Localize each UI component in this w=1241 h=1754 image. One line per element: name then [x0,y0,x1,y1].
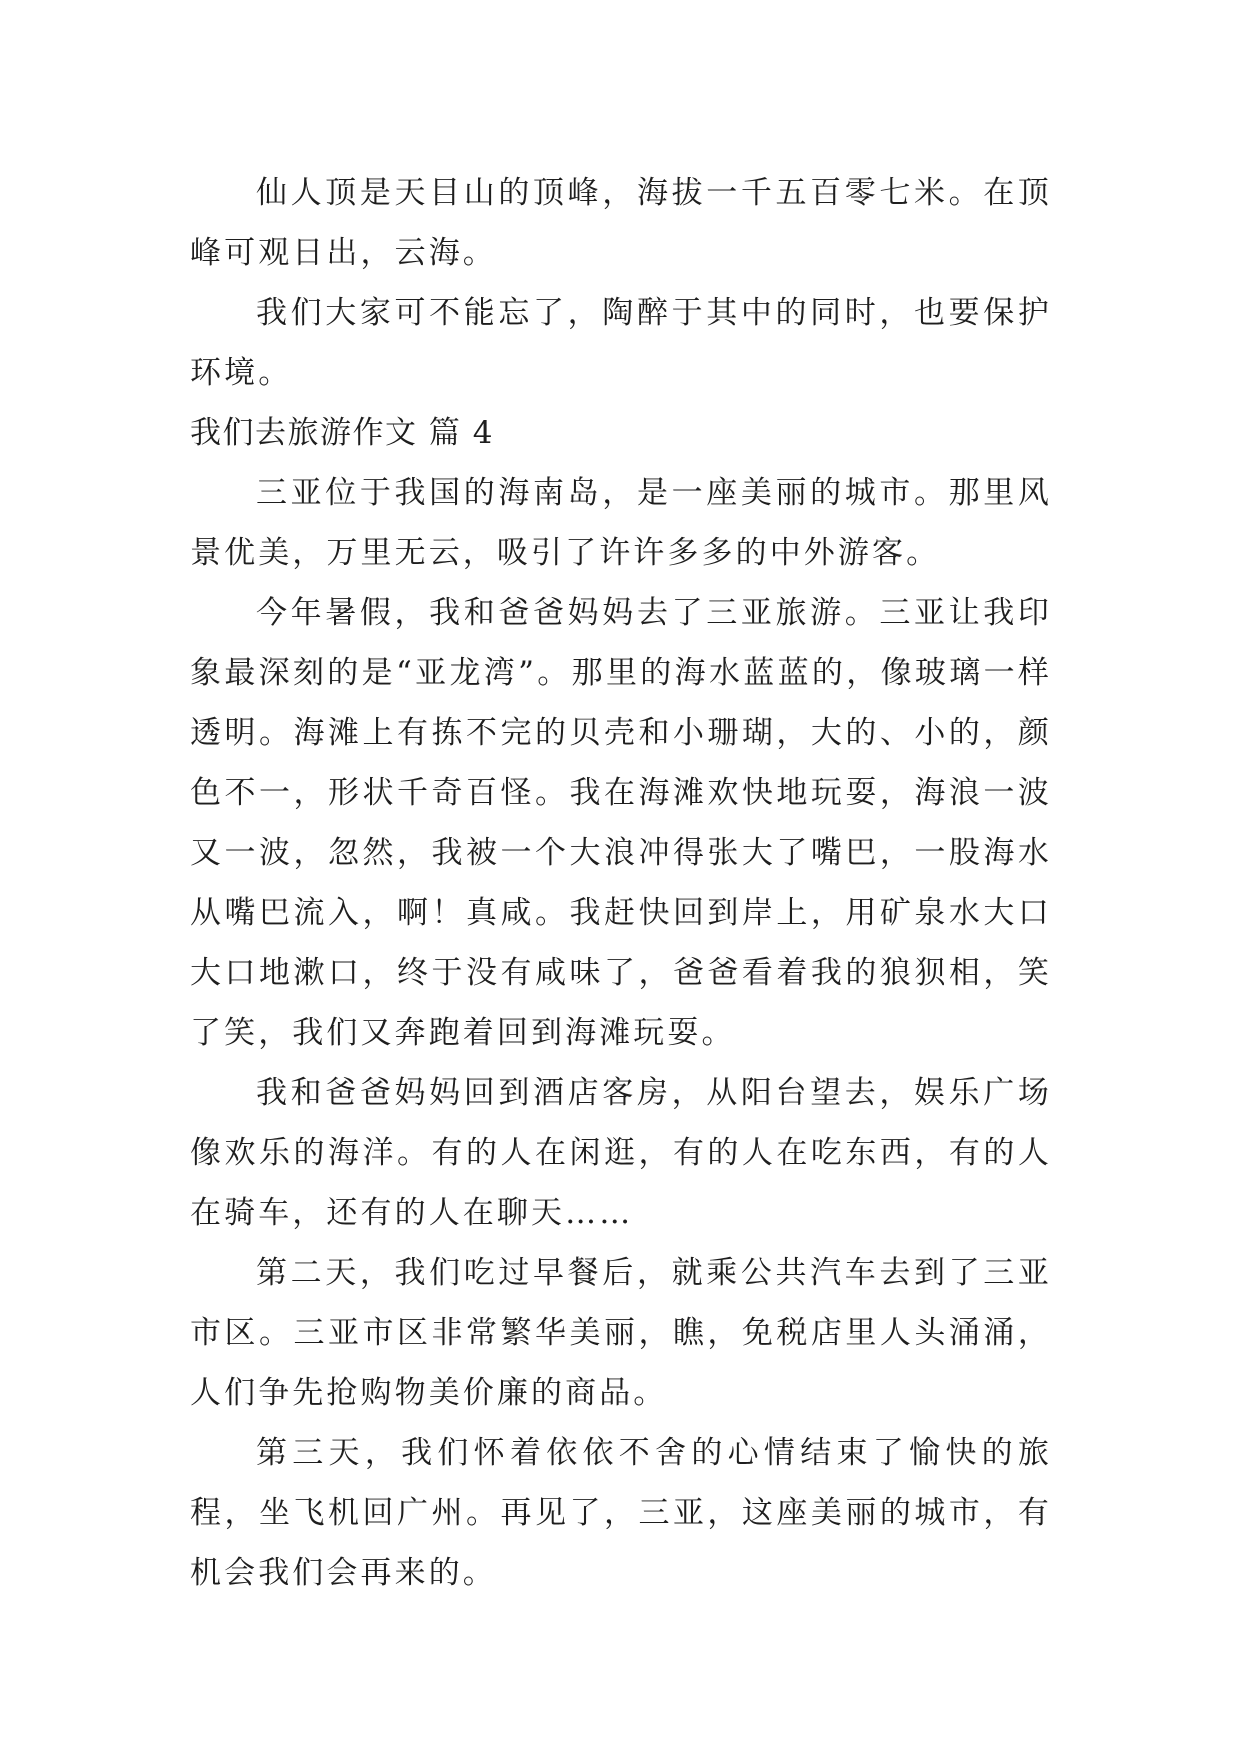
paragraph-day-two: 第二天，我们吃过早餐后，就乘公共汽车去到了三亚市区。三亚市区非常繁华美丽，瞧，免税店里人头涌涌，人们争先抢购物美价廉的商品。 [190,1255,1052,1411]
paragraph-hotel: 我和爸爸妈妈回到酒店客房，从阳台望去，娱乐广场像欢乐的海洋。有的人在闲逛，有的人在吃东西，有的人在骑车，还有的人在聊天…… [190,1075,1052,1231]
paragraph-yalong-bay: 今年暑假，我和爸爸妈妈去了三亚旅游。三亚让我印象最深刻的是“亚龙湾”。那里的海水蓝蓝的，像玻璃一样透明。海滩上有拣不完的贝壳和小珊瑚，大的、小的，颜色不一，形状千奇百怪。我在海滩欢快地玩耍，海浪一波又一波，忽然，我被一个大浪冲得张大了嘴巴，一股海水从嘴巴流入，啊！真咸。我赶快回到岸上，用矿泉水大口大口地漱口，终于没有咸味了，爸爸看着我的狼狈相，笑了笑，我们又奔跑着回到海滩玩耍。 [190,595,1052,1051]
paragraph-day-three: 第三天，我们怀着依依不舍的心情结束了愉快的旅程，坐飞机回广州。再见了，三亚，这座美丽的城市，有机会我们会再来的。 [190,1435,1052,1591]
section-title: 我们去旅游作文 篇 4 [190,415,494,451]
paragraph-protect-environment: 我们大家可不能忘了，陶醉于其中的同时，也要保护环境。 [190,295,1052,391]
paragraph-xianrending: 仙人顶是天目山的顶峰，海拔一千五百零七米。在顶峰可观日出，云海。 [190,175,1052,271]
paragraph-sanya-intro: 三亚位于我国的海南岛，是一座美丽的城市。那里风景优美，万里无云，吸引了许许多多的中外游客。 [190,475,1052,571]
document-page [190,163,1052,1603]
